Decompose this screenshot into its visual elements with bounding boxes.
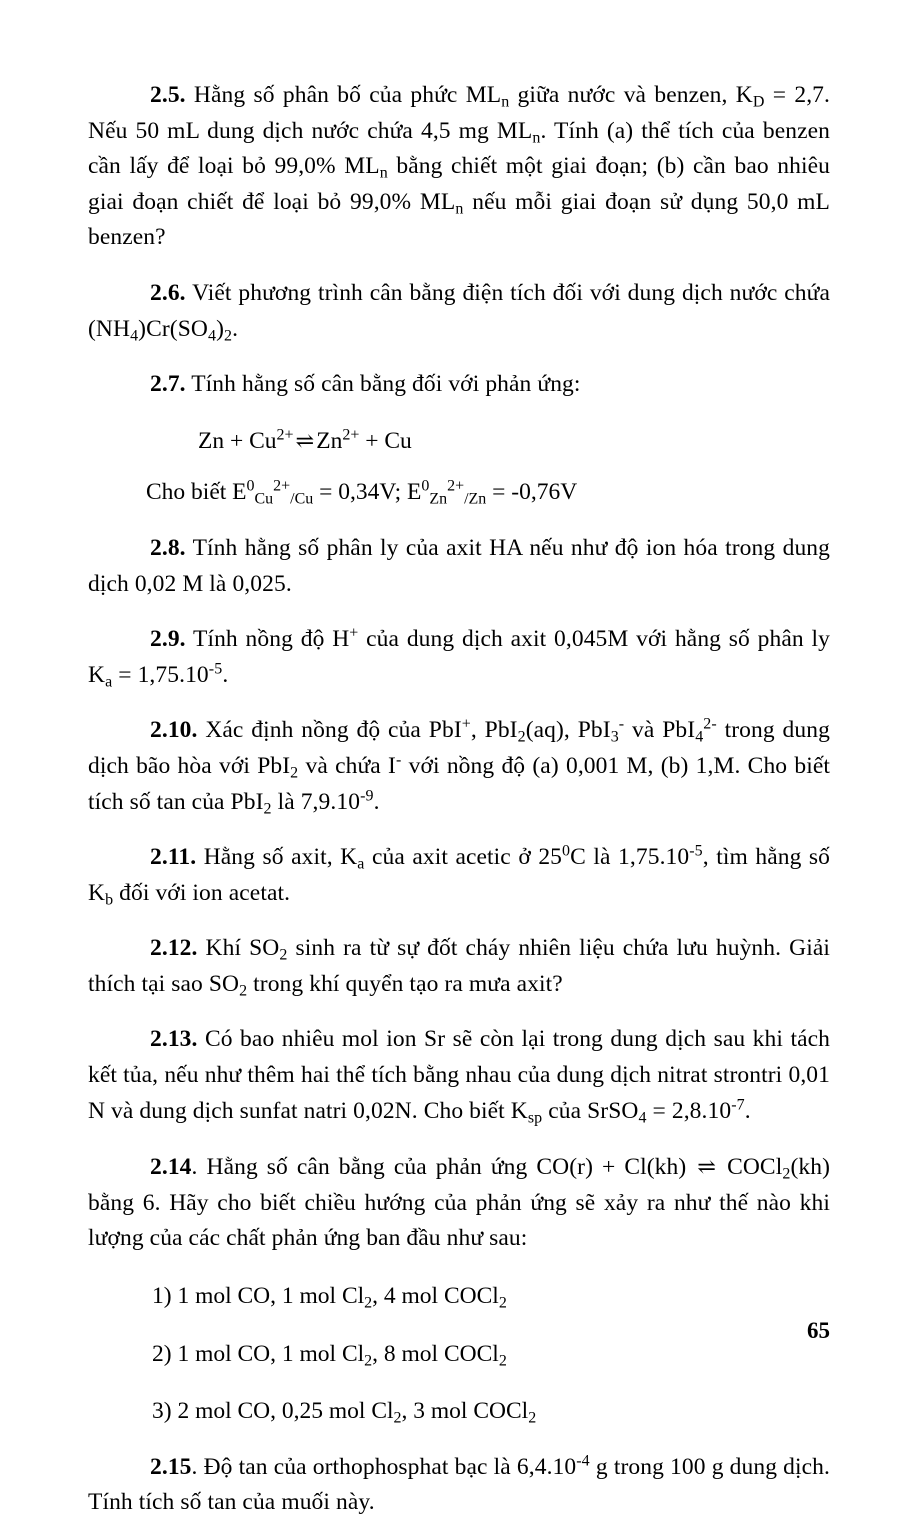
exercise-text: Hằng số axit, K — [196, 844, 358, 871]
subscript-3: 3 — [610, 728, 619, 746]
exercise-2-10 — [88, 713, 830, 820]
subscript-2: 2 — [498, 1352, 507, 1370]
exercise-text: Xác định nồng độ của PbI — [197, 717, 462, 744]
couple-subscript: Cu — [254, 490, 274, 508]
option-label: 2) 1 mol CO, 1 mol Cl — [152, 1340, 365, 1367]
option-label: 1) 1 mol CO, 1 mol Cl — [152, 1283, 365, 1310]
exercise-text: với nồng độ (a) 0,001 M, (b) 1,M. Cho biết tích số tan của PbI — [88, 752, 831, 815]
subscript-2: 2 — [393, 1409, 402, 1427]
subscript-2: 2 — [239, 982, 248, 1000]
document-body — [88, 78, 830, 1521]
subscript-4: 4 — [638, 1109, 647, 1127]
couple-subscript: /Cu — [290, 490, 314, 508]
subscript-2: 2 — [498, 1294, 507, 1312]
exercise-text: của SrSO — [542, 1097, 639, 1124]
exercise-text: , tìm hằng số K — [88, 844, 831, 906]
exercise-text: . Tính (a) thể tích của benzen cần lấy để loại bỏ 99,0% ML — [88, 117, 830, 180]
exercise-text: . — [232, 315, 239, 342]
charge-superscript: + — [461, 716, 471, 734]
reactants: Zn + Cu — [198, 427, 277, 454]
charge-superscript: - — [395, 751, 402, 769]
subscript-a: a — [357, 855, 365, 873]
reaction-equation — [88, 423, 830, 460]
subscript-n: n — [532, 129, 541, 147]
degree-superscript: 0 — [562, 842, 571, 860]
charge-superscript: 2+ — [447, 478, 465, 496]
subscript-2: 2 — [290, 764, 299, 782]
exercise-text: và PbI — [624, 717, 696, 744]
subscript-b: b — [105, 891, 114, 909]
exercise-2-12 — [88, 931, 830, 1002]
exercise-text: Tính nồng độ H — [185, 626, 350, 653]
option-label: 3) 2 mol CO, 0,25 mol Cl — [152, 1398, 394, 1425]
exercise-number: 2.6. — [150, 279, 186, 306]
subscript-n: n — [455, 200, 464, 218]
charge-superscript: - — [618, 716, 625, 734]
exercise-text: COCl — [718, 1154, 783, 1181]
couple-subscript: /Zn — [464, 490, 487, 508]
charge-superscript: 2+ — [273, 478, 291, 496]
equilibrium-arrow-icon: ⇌ — [295, 427, 315, 453]
option-mid: , 8 mol COCl — [372, 1340, 499, 1367]
subscript-4: 4 — [207, 327, 217, 345]
exercise-number: 2.13. — [150, 1026, 198, 1053]
exercise-text: . — [373, 788, 380, 815]
subscript-2: 2 — [279, 946, 288, 964]
option-mid: , 4 mol COCl — [372, 1283, 499, 1310]
exercise-text: Tính hằng số cân bằng đối với phản ứng: — [185, 371, 581, 398]
exercise-text: . — [744, 1097, 751, 1124]
exercise-text: bằng chiết một giai đoạn; (b) cần bao nhiêu giai đoạn chiết để loại bỏ 99,0% ML — [88, 153, 830, 215]
exercise-text: của dung dịch axit 0,045M với hằng số phân ly K — [88, 626, 830, 688]
exercise-text: trong dung dịch bão hòa với PbI — [88, 717, 830, 779]
exercise-text: = 2,8.10 — [646, 1097, 732, 1124]
list-item — [88, 1279, 830, 1315]
exercise-text: giữa nước và benzen, K — [509, 82, 753, 108]
exercise-text: đối với ion acetat. — [113, 879, 291, 906]
exercise-text: )Cr(SO — [138, 315, 208, 342]
exercise-text: (kh) bằng 6. Hãy cho biết chiều hướng của phản ứng sẽ xảy ra như thế nào khi lượng của các chất phản ứng ban đầu như sau: — [88, 1154, 830, 1252]
subscript-n: n — [379, 164, 388, 182]
equilibrium-arrow-icon: ⇌ — [697, 1154, 717, 1180]
exercise-text: = 2,7. Nếu 50 mL dung dịch nước chứa 4,5 mg ML — [88, 82, 831, 144]
exercise-2-8 — [88, 531, 830, 602]
standard-superscript: 0 — [421, 478, 430, 496]
subscript-2: 2 — [782, 1165, 791, 1183]
subscript-2: 2 — [517, 728, 526, 746]
exercise-text: Viết phương trình cân bằng điện tích đối với dung dịch nước chứa (NH — [88, 279, 830, 342]
exercise-text: (aq), PbI — [525, 717, 611, 744]
products: Zn — [316, 427, 343, 454]
exercise-text: Tính hằng số phân ly của axit HA nếu như độ ion hóa trong dung dịch 0,02 M là 0,025. — [88, 534, 830, 597]
exercise-text: . Độ tan của orthophosphat bạc là 6,4.10 — [191, 1453, 577, 1480]
couple-subscript: Zn — [429, 490, 448, 508]
subscript-d: D — [752, 93, 765, 111]
subscript-a: a — [105, 673, 113, 691]
potential-value: = -0,76V — [486, 479, 578, 506]
exercise-2-6 — [88, 276, 830, 347]
page-number: 65 — [807, 1318, 830, 1343]
exercise-text: g trong 100 g dung dịch. Tính tích số tan của muối này. — [88, 1453, 830, 1516]
charge-superscript: + — [349, 624, 359, 642]
subscript-2: 2 — [364, 1294, 373, 1312]
exercise-2-9 — [88, 622, 830, 693]
exercise-number: 2.8. — [150, 534, 186, 561]
exercise-text: sinh ra từ sự đốt cháy nhiên liệu chứa lưu huỳnh. Giải thích tại sao SO — [88, 935, 830, 997]
option-mid: , 3 mol COCl — [401, 1398, 529, 1425]
subscript-4: 4 — [695, 728, 704, 746]
exercise-text: nếu mỗi giai đoạn sử dụng 50,0 mL benzen? — [88, 188, 830, 251]
subscript-2: 2 — [263, 799, 272, 817]
exercise-text: Có bao nhiêu mol ion Sr sẽ còn lại trong dung dịch sau khi tách kết tủa, nếu như thêm hai thể tích bằng nhau của dung dịch nitrat strontri 0,01 N và dung dịch sunfat natri 0,02N. Cho biết K — [88, 1026, 830, 1124]
exercise-number: 2.7. — [150, 371, 186, 398]
exercise-2-5 — [88, 78, 830, 256]
exercise-text: Khí SO — [197, 935, 280, 962]
exercise-text: = 1,75.10 — [112, 661, 209, 688]
subscript-2: 2 — [364, 1352, 373, 1370]
exercise-2-7 — [88, 367, 830, 403]
subscript-2: 2 — [224, 327, 233, 345]
products-tail: + Cu — [359, 427, 412, 454]
given-potentials — [88, 475, 830, 511]
exercise-2-13 — [88, 1022, 830, 1129]
list-item — [88, 1337, 830, 1373]
exercise-text: . — [222, 661, 229, 688]
charge-superscript: 2- — [703, 716, 717, 734]
exponent-superscript: -9 — [360, 787, 374, 805]
exercise-number: 2.12. — [150, 935, 198, 962]
exercise-text: , PbI — [470, 717, 518, 744]
exercise-2-11 — [88, 840, 830, 911]
exponent-superscript: -4 — [576, 1452, 590, 1470]
charge-superscript: 2+ — [276, 426, 294, 444]
subscript-sp: sp — [527, 1109, 543, 1127]
exercise-number: 2.11. — [150, 844, 197, 871]
charge-superscript: 2+ — [342, 426, 360, 444]
exercise-text: Hằng số phân bố của phức ML — [185, 82, 502, 108]
standard-superscript: 0 — [246, 478, 255, 496]
subscript-4: 4 — [130, 327, 139, 345]
exercise-number: 2.5. — [150, 82, 186, 108]
exercise-number: 2.10. — [150, 717, 198, 744]
exercise-2-15 — [88, 1450, 830, 1521]
exercise-text: ) — [216, 315, 224, 342]
exercise-number: 2.9. — [150, 626, 186, 653]
exercise-text: trong khí quyển tạo ra mưa axit? — [247, 970, 563, 997]
exponent-superscript: -7 — [731, 1096, 745, 1114]
exercise-text: . Hằng số cân bằng của phản ứng CO(r) + Cl(kh) — [191, 1154, 696, 1181]
given-prefix: Cho biết E — [146, 479, 247, 506]
exercise-number: 2.14 — [150, 1154, 192, 1181]
exercise-text: của axit acetic ở 25 — [364, 844, 563, 871]
list-item — [88, 1394, 830, 1430]
exponent-superscript: -5 — [689, 842, 703, 860]
exponent-superscript: -5 — [208, 660, 223, 678]
exercise-text: C là 1,75.10 — [570, 844, 690, 871]
subscript-2: 2 — [528, 1409, 537, 1427]
exercise-text: và chứa I — [298, 752, 396, 779]
exercise-2-14 — [88, 1149, 830, 1257]
exercise-text: là 7,9.10 — [271, 788, 361, 815]
potential-value: = 0,34V; E — [313, 479, 422, 506]
exercise-number: 2.15 — [150, 1453, 192, 1480]
subscript-n: n — [501, 93, 510, 111]
